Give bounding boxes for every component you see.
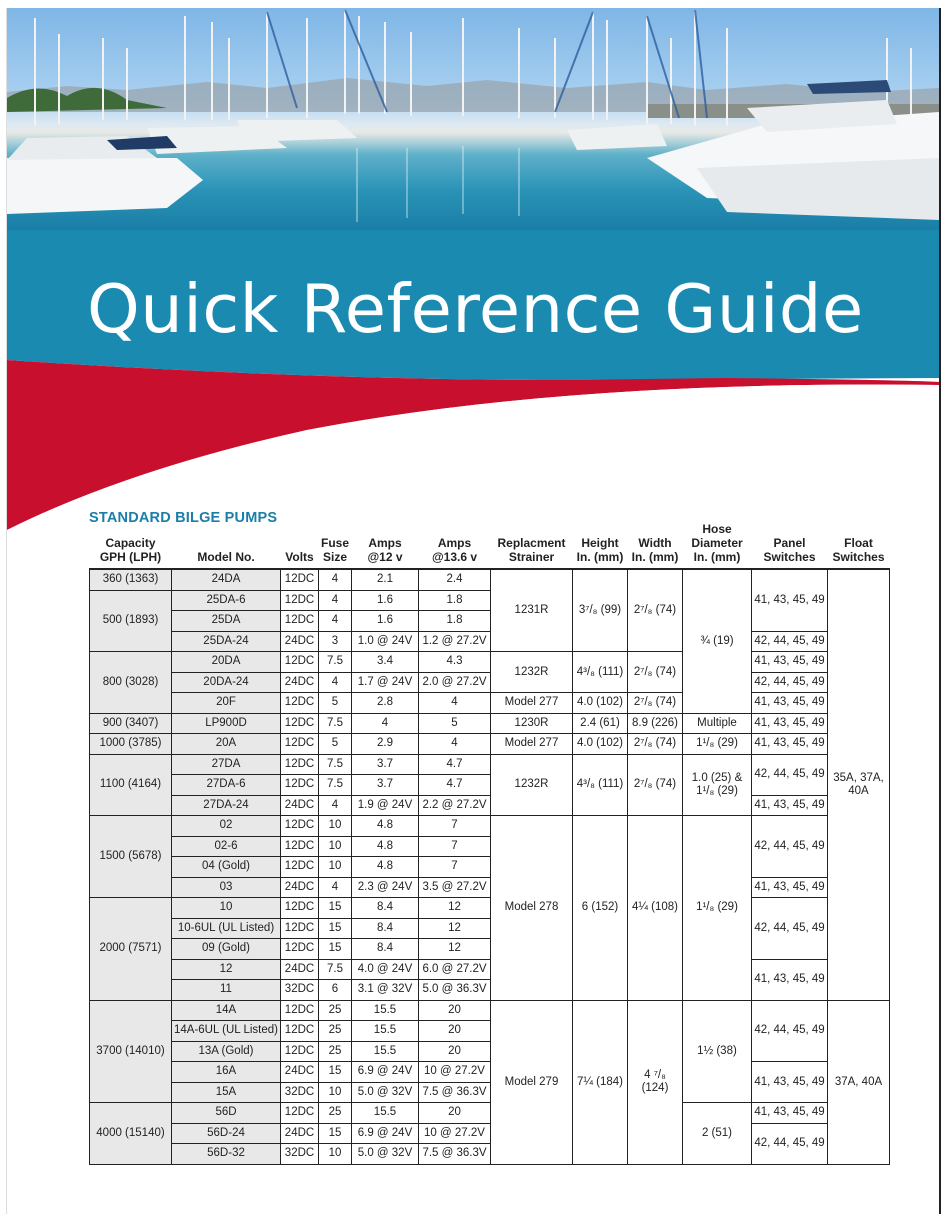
panel-cell: 41, 43, 45, 49 bbox=[752, 1103, 828, 1124]
fuse-cell: 25 bbox=[319, 1000, 352, 1021]
amps136-cell: 2.0 @ 27.2V bbox=[419, 672, 491, 693]
table-row bbox=[90, 693, 890, 714]
volts-cell: 24DC bbox=[281, 1123, 319, 1144]
panel-cell: 41, 43, 45, 49 bbox=[752, 693, 828, 714]
fuse-cell: 7.5 bbox=[319, 754, 352, 775]
strainer-cell: 1230R bbox=[491, 713, 573, 734]
table-row bbox=[90, 652, 890, 673]
volts-cell: 12DC bbox=[281, 816, 319, 837]
table-row bbox=[90, 734, 890, 755]
fuse-cell: 4 bbox=[319, 795, 352, 816]
fuse-cell: 15 bbox=[319, 918, 352, 939]
amps136-cell: 20 bbox=[419, 1041, 491, 1062]
amps12-cell: 3.4 bbox=[352, 652, 419, 673]
width-cell: 2⁷/₈ (74) bbox=[628, 693, 683, 714]
fuse-cell: 4 bbox=[319, 611, 352, 632]
table-row bbox=[90, 569, 890, 590]
amps12-cell: 3.7 bbox=[352, 775, 419, 796]
panel-cell: 41, 43, 45, 49 bbox=[752, 713, 828, 734]
fuse-cell: 4 bbox=[319, 569, 352, 590]
amps136-cell: 4.7 bbox=[419, 754, 491, 775]
amps12-cell: 8.4 bbox=[352, 939, 419, 960]
panel-cell: 41, 43, 45, 49 bbox=[752, 569, 828, 631]
amps136-cell: 20 bbox=[419, 1000, 491, 1021]
height-cell: 6 (152) bbox=[573, 816, 628, 1001]
volts-cell: 12DC bbox=[281, 1041, 319, 1062]
panel-cell: 42, 44, 45, 49 bbox=[752, 1000, 828, 1062]
col-strainer: Replacment Strainer bbox=[491, 522, 573, 569]
panel-cell: 42, 44, 45, 49 bbox=[752, 898, 828, 960]
capacity-cell: 800 (3028) bbox=[90, 652, 172, 714]
model-cell: LP900D bbox=[172, 713, 281, 734]
volts-cell: 12DC bbox=[281, 939, 319, 960]
amps12-cell: 6.9 @ 24V bbox=[352, 1062, 419, 1083]
height-cell: 7¼ (184) bbox=[573, 1000, 628, 1164]
volts-cell: 12DC bbox=[281, 754, 319, 775]
model-cell: 12 bbox=[172, 959, 281, 980]
amps136-cell: 1.2 @ 27.2V bbox=[419, 631, 491, 652]
marina-illustration bbox=[7, 8, 939, 230]
strainer-cell: Model 278 bbox=[491, 816, 573, 1001]
table-row bbox=[90, 631, 890, 652]
amps12-cell: 3.7 bbox=[352, 754, 419, 775]
model-cell: 04 (Gold) bbox=[172, 857, 281, 878]
float-cell: 35A, 37A, 40A bbox=[828, 569, 890, 1000]
model-cell: 27DA bbox=[172, 754, 281, 775]
amps136-cell: 3.5 @ 27.2V bbox=[419, 877, 491, 898]
volts-cell: 12DC bbox=[281, 898, 319, 919]
panel-cell: 42, 44, 45, 49 bbox=[752, 754, 828, 795]
hose-cell: ¾ (19) bbox=[683, 569, 752, 713]
fuse-cell: 7.5 bbox=[319, 959, 352, 980]
amps12-cell: 2.1 bbox=[352, 569, 419, 590]
volts-cell: 32DC bbox=[281, 1144, 319, 1165]
table-row bbox=[90, 898, 890, 919]
volts-cell: 24DC bbox=[281, 877, 319, 898]
amps136-cell: 2.2 @ 27.2V bbox=[419, 795, 491, 816]
amps136-cell: 12 bbox=[419, 939, 491, 960]
height-cell: 4³/₈ (111) bbox=[573, 754, 628, 816]
amps136-cell: 1.8 bbox=[419, 611, 491, 632]
model-cell: 25DA-6 bbox=[172, 590, 281, 611]
volts-cell: 32DC bbox=[281, 1082, 319, 1103]
amps12-cell: 4.0 @ 24V bbox=[352, 959, 419, 980]
model-cell: 27DA-6 bbox=[172, 775, 281, 796]
model-cell: 20DA bbox=[172, 652, 281, 673]
table-row bbox=[90, 1000, 890, 1021]
volts-cell: 12DC bbox=[281, 652, 319, 673]
fuse-cell: 7.5 bbox=[319, 775, 352, 796]
amps136-cell: 7 bbox=[419, 836, 491, 857]
strainer-cell: 1232R bbox=[491, 652, 573, 693]
col-fuse: Fuse Size bbox=[319, 522, 352, 569]
amps12-cell: 1.0 @ 24V bbox=[352, 631, 419, 652]
model-cell: 24DA bbox=[172, 569, 281, 590]
fuse-cell: 10 bbox=[319, 857, 352, 878]
amps12-cell: 4 bbox=[352, 713, 419, 734]
volts-cell: 12DC bbox=[281, 590, 319, 611]
volts-cell: 12DC bbox=[281, 693, 319, 714]
col-capacity: Capacity GPH (LPH) bbox=[90, 522, 172, 569]
width-cell: 4¼ (108) bbox=[628, 816, 683, 1001]
panel-cell: 42, 44, 45, 49 bbox=[752, 672, 828, 693]
hose-cell: 1¹/₈ (29) bbox=[683, 734, 752, 755]
volts-cell: 24DC bbox=[281, 672, 319, 693]
model-cell: 02-6 bbox=[172, 836, 281, 857]
fuse-cell: 10 bbox=[319, 816, 352, 837]
width-cell: 8.9 (226) bbox=[628, 713, 683, 734]
volts-cell: 12DC bbox=[281, 713, 319, 734]
amps136-cell: 2.4 bbox=[419, 569, 491, 590]
amps136-cell: 6.0 @ 27.2V bbox=[419, 959, 491, 980]
volts-cell: 12DC bbox=[281, 857, 319, 878]
height-cell: 4³/₈ (111) bbox=[573, 652, 628, 693]
amps136-cell: 12 bbox=[419, 918, 491, 939]
fuse-cell: 3 bbox=[319, 631, 352, 652]
model-cell: 25DA bbox=[172, 611, 281, 632]
hose-cell: 1.0 (25) & 1¹/₈ (29) bbox=[683, 754, 752, 816]
capacity-cell: 500 (1893) bbox=[90, 590, 172, 652]
amps136-cell: 20 bbox=[419, 1103, 491, 1124]
document-page bbox=[6, 8, 941, 1214]
amps12-cell: 15.5 bbox=[352, 1041, 419, 1062]
volts-cell: 32DC bbox=[281, 980, 319, 1001]
fuse-cell: 5 bbox=[319, 693, 352, 714]
panel-cell: 41, 43, 45, 49 bbox=[752, 877, 828, 898]
table-row bbox=[90, 877, 890, 898]
amps12-cell: 2.8 bbox=[352, 693, 419, 714]
table-row bbox=[90, 713, 890, 734]
amps12-cell: 5.0 @ 32V bbox=[352, 1082, 419, 1103]
volts-cell: 24DC bbox=[281, 959, 319, 980]
capacity-cell: 4000 (15140) bbox=[90, 1103, 172, 1165]
volts-cell: 12DC bbox=[281, 734, 319, 755]
fuse-cell: 4 bbox=[319, 877, 352, 898]
height-cell: 3⁷/₈ (99) bbox=[573, 569, 628, 652]
amps136-cell: 4 bbox=[419, 734, 491, 755]
volts-cell: 12DC bbox=[281, 611, 319, 632]
marina-photo bbox=[7, 8, 939, 230]
amps136-cell: 5.0 @ 36.3V bbox=[419, 980, 491, 1001]
amps12-cell: 1.6 bbox=[352, 590, 419, 611]
capacity-cell: 1000 (3785) bbox=[90, 734, 172, 755]
amps12-cell: 8.4 bbox=[352, 898, 419, 919]
volts-cell: 12DC bbox=[281, 775, 319, 796]
amps12-cell: 5.0 @ 32V bbox=[352, 1144, 419, 1165]
fuse-cell: 7.5 bbox=[319, 713, 352, 734]
amps12-cell: 1.6 bbox=[352, 611, 419, 632]
fuse-cell: 7.5 bbox=[319, 652, 352, 673]
amps136-cell: 7 bbox=[419, 816, 491, 837]
amps136-cell: 4.3 bbox=[419, 652, 491, 673]
volts-cell: 12DC bbox=[281, 918, 319, 939]
strainer-cell: 1231R bbox=[491, 569, 573, 652]
amps136-cell: 10 @ 27.2V bbox=[419, 1123, 491, 1144]
panel-cell: 42, 44, 45, 49 bbox=[752, 1123, 828, 1164]
table-row bbox=[90, 754, 890, 775]
model-cell: 14A-6UL (UL Listed) bbox=[172, 1021, 281, 1042]
col-panel: Panel Switches bbox=[752, 522, 828, 569]
fuse-cell: 25 bbox=[319, 1041, 352, 1062]
width-cell: 2⁷/₈ (74) bbox=[628, 569, 683, 652]
hose-cell: 1½ (38) bbox=[683, 1000, 752, 1103]
fuse-cell: 10 bbox=[319, 836, 352, 857]
amps12-cell: 1.9 @ 24V bbox=[352, 795, 419, 816]
model-cell: 20A bbox=[172, 734, 281, 755]
strainer-cell: 1232R bbox=[491, 754, 573, 816]
panel-cell: 42, 44, 45, 49 bbox=[752, 631, 828, 652]
amps136-cell: 4 bbox=[419, 693, 491, 714]
panel-cell: 41, 43, 45, 49 bbox=[752, 959, 828, 1000]
panel-cell: 41, 43, 45, 49 bbox=[752, 1062, 828, 1103]
amps136-cell: 10 @ 27.2V bbox=[419, 1062, 491, 1083]
page-title: Quick Reference Guide bbox=[87, 270, 864, 348]
fuse-cell: 25 bbox=[319, 1021, 352, 1042]
fuse-cell: 10 bbox=[319, 1082, 352, 1103]
model-cell: 56D bbox=[172, 1103, 281, 1124]
model-cell: 15A bbox=[172, 1082, 281, 1103]
table-row bbox=[90, 1103, 890, 1124]
strainer-cell: Model 279 bbox=[491, 1000, 573, 1164]
capacity-cell: 1100 (4164) bbox=[90, 754, 172, 816]
panel-cell: 42, 44, 45, 49 bbox=[752, 816, 828, 878]
volts-cell: 24DC bbox=[281, 1062, 319, 1083]
table-row bbox=[90, 1062, 890, 1083]
amps136-cell: 7.5 @ 36.3V bbox=[419, 1144, 491, 1165]
capacity-cell: 1500 (5678) bbox=[90, 816, 172, 898]
amps136-cell: 20 bbox=[419, 1021, 491, 1042]
table-header bbox=[90, 522, 890, 569]
table-row bbox=[90, 816, 890, 837]
volts-cell: 12DC bbox=[281, 1000, 319, 1021]
model-cell: 20DA-24 bbox=[172, 672, 281, 693]
amps136-cell: 4.7 bbox=[419, 775, 491, 796]
capacity-cell: 360 (1363) bbox=[90, 569, 172, 590]
table-row bbox=[90, 959, 890, 980]
fuse-cell: 15 bbox=[319, 939, 352, 960]
table-row bbox=[90, 1123, 890, 1144]
amps12-cell: 15.5 bbox=[352, 1000, 419, 1021]
amps12-cell: 2.9 bbox=[352, 734, 419, 755]
amps12-cell: 4.8 bbox=[352, 816, 419, 837]
table-row bbox=[90, 672, 890, 693]
fuse-cell: 10 bbox=[319, 1144, 352, 1165]
col-width: Width In. (mm) bbox=[628, 522, 683, 569]
fuse-cell: 4 bbox=[319, 672, 352, 693]
hose-cell: Multiple bbox=[683, 713, 752, 734]
volts-cell: 24DC bbox=[281, 795, 319, 816]
fuse-cell: 15 bbox=[319, 898, 352, 919]
amps12-cell: 2.3 @ 24V bbox=[352, 877, 419, 898]
hose-cell: 2 (51) bbox=[683, 1103, 752, 1165]
model-cell: 56D-24 bbox=[172, 1123, 281, 1144]
col-amps136: Amps @13.6 v bbox=[419, 522, 491, 569]
model-cell: 56D-32 bbox=[172, 1144, 281, 1165]
height-cell: 4.0 (102) bbox=[573, 734, 628, 755]
model-cell: 20F bbox=[172, 693, 281, 714]
float-cell: 37A, 40A bbox=[828, 1000, 890, 1164]
bilge-pump-table bbox=[89, 522, 890, 1165]
model-cell: 10-6UL (UL Listed) bbox=[172, 918, 281, 939]
strainer-cell: Model 277 bbox=[491, 734, 573, 755]
amps136-cell: 5 bbox=[419, 713, 491, 734]
volts-cell: 12DC bbox=[281, 1021, 319, 1042]
amps12-cell: 3.1 @ 32V bbox=[352, 980, 419, 1001]
col-volts: Volts bbox=[281, 522, 319, 569]
width-cell: 2⁷/₈ (74) bbox=[628, 652, 683, 693]
col-height: Height In. (mm) bbox=[573, 522, 628, 569]
volts-cell: 12DC bbox=[281, 836, 319, 857]
model-cell: 16A bbox=[172, 1062, 281, 1083]
amps136-cell: 12 bbox=[419, 898, 491, 919]
model-cell: 02 bbox=[172, 816, 281, 837]
table-row bbox=[90, 795, 890, 816]
fuse-cell: 15 bbox=[319, 1123, 352, 1144]
amps12-cell: 4.8 bbox=[352, 857, 419, 878]
amps136-cell: 7 bbox=[419, 857, 491, 878]
volts-cell: 12DC bbox=[281, 569, 319, 590]
volts-cell: 24DC bbox=[281, 631, 319, 652]
amps12-cell: 6.9 @ 24V bbox=[352, 1123, 419, 1144]
model-cell: 03 bbox=[172, 877, 281, 898]
model-cell: 13A (Gold) bbox=[172, 1041, 281, 1062]
model-cell: 10 bbox=[172, 898, 281, 919]
capacity-cell: 3700 (14010) bbox=[90, 1000, 172, 1103]
height-cell: 4.0 (102) bbox=[573, 693, 628, 714]
model-cell: 27DA-24 bbox=[172, 795, 281, 816]
panel-cell: 41, 43, 45, 49 bbox=[752, 734, 828, 755]
amps12-cell: 15.5 bbox=[352, 1021, 419, 1042]
fuse-cell: 4 bbox=[319, 590, 352, 611]
fuse-cell: 15 bbox=[319, 1062, 352, 1083]
amps12-cell: 4.8 bbox=[352, 836, 419, 857]
amps12-cell: 1.7 @ 24V bbox=[352, 672, 419, 693]
model-cell: 14A bbox=[172, 1000, 281, 1021]
panel-cell: 41, 43, 45, 49 bbox=[752, 652, 828, 673]
amps136-cell: 7.5 @ 36.3V bbox=[419, 1082, 491, 1103]
volts-cell: 12DC bbox=[281, 1103, 319, 1124]
col-hose: Hose Diameter In. (mm) bbox=[683, 522, 752, 569]
capacity-cell: 2000 (7571) bbox=[90, 898, 172, 1001]
fuse-cell: 25 bbox=[319, 1103, 352, 1124]
width-cell: 2⁷/₈ (74) bbox=[628, 754, 683, 816]
col-float: Float Switches bbox=[828, 522, 890, 569]
amps12-cell: 8.4 bbox=[352, 918, 419, 939]
strainer-cell: Model 277 bbox=[491, 693, 573, 714]
height-cell: 2.4 (61) bbox=[573, 713, 628, 734]
model-cell: 09 (Gold) bbox=[172, 939, 281, 960]
fuse-cell: 6 bbox=[319, 980, 352, 1001]
hose-cell: 1¹/₈ (29) bbox=[683, 816, 752, 1001]
width-cell: 4 ⁷/₈ (124) bbox=[628, 1000, 683, 1164]
amps12-cell: 15.5 bbox=[352, 1103, 419, 1124]
fuse-cell: 5 bbox=[319, 734, 352, 755]
amps136-cell: 1.8 bbox=[419, 590, 491, 611]
section-title: STANDARD BILGE PUMPS bbox=[89, 510, 278, 526]
capacity-cell: 900 (3407) bbox=[90, 713, 172, 734]
model-cell: 11 bbox=[172, 980, 281, 1001]
model-cell: 25DA-24 bbox=[172, 631, 281, 652]
panel-cell: 41, 43, 45, 49 bbox=[752, 795, 828, 816]
col-amps12: Amps @12 v bbox=[352, 522, 419, 569]
col-model: Model No. bbox=[172, 522, 281, 569]
width-cell: 2⁷/₈ (74) bbox=[628, 734, 683, 755]
